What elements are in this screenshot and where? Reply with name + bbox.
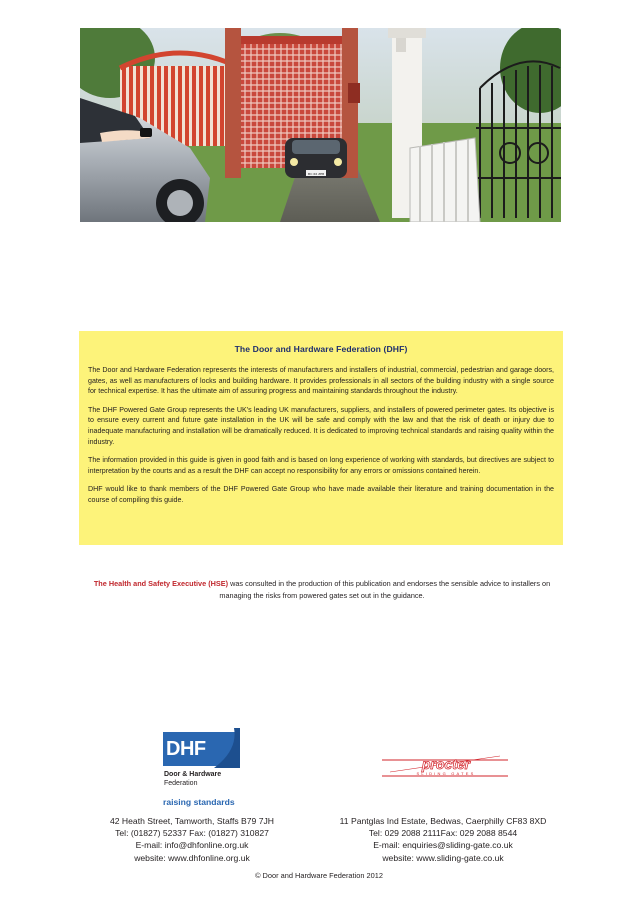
procter-website-link[interactable]: website: www.sliding-gate.co.uk [382,852,504,863]
dhf-address: 42 Heath Street, Tamworth, Staffs B79 7JH [109,816,274,826]
dhf-logo-line2: Federation [164,780,198,787]
dhf-logo-tagline: raising standards [163,797,235,807]
dhf-swoosh-icon [208,728,240,768]
dhf-logo [160,728,240,810]
hse-statement [92,578,552,601]
dhf-logo-mark: DHF [163,732,237,766]
hse-name: The Health and Safety Executive (HSE) [93,579,229,588]
procter-phone: Tel: 029 2088 2111Fax: 029 2088 8544 [368,828,518,839]
info-paragraph-4: DHF would like to thank members of the DHF Powered Gate Group who have made available their literature and training documentation in the course of compiling this guide. [88,485,554,504]
procter-logo [380,752,510,782]
dhf-email-link[interactable]: E-mail: info@dhfonline.org.uk [135,840,249,851]
procter-email-link[interactable]: E-mail: enquiries@sliding-gate.co.uk [373,840,513,851]
hero-photo [80,28,561,222]
dhf-address-block [82,815,302,864]
car-plate: MC 66 ZEB [307,172,325,176]
procter-address: 11 Pantglas Ind Estate, Bedwas, Caerphilly CF83 8XD [339,816,547,826]
dhf-website-link[interactable]: website: www.dhfonline.org.uk [134,852,250,863]
info-paragraph-3: The information provided in this guide is given in good faith and is based on long experience of working with standards, but directives are subject to interpretation by the courts and as a result the DHF can accept no responsibility for any errors or omissions contained herein. [88,456,554,475]
procter-address-block [318,815,568,864]
info-paragraph-1: The Door and Hardware Federation represents the interests of manufacturers and installers of industrial, commercial, pedestrian and garage doors, gates, as well as manufacturers of locks and building hardware. It provides professionals in all sectors of the building industry with a single source for technical expertise. It has the ultimate aim of assuring progress and maintaining standards throughout the industry. [88,366,554,396]
gate-scene-illustration [80,28,561,222]
info-box-title: The Door and Hardware Federation (DHF) [234,344,408,354]
procter-logo-mark [380,752,510,782]
dhf-phone: Tel: (01827) 52337 Fax: (01827) 310827 [115,828,269,839]
info-paragraph-2: The DHF Powered Gate Group represents the UK's leading UK manufacturers, suppliers, and installers of powered perimeter gates. Its objective is to ensure every current and future gate installation in the UK will be safe and comply with the law and that the risk of death or injury due to inadequate manufacturing and installation will be dramatically reduced. It is dedicated to improving technical standards and raising quality within the industry. [88,405,554,446]
dhf-info-box [79,331,563,545]
dhf-logo-line1: Door & Hardware [164,771,222,778]
hse-text: was consulted in the production of this publication and endorses the sensible advice to installers on managing the risks from powered gates set out in the guidance. [219,579,551,600]
procter-logo-name: procter [421,756,471,772]
copyright-notice: © Door and Hardware Federation 2012 [255,871,383,880]
procter-logo-sub: SLIDING GATES [416,771,476,776]
